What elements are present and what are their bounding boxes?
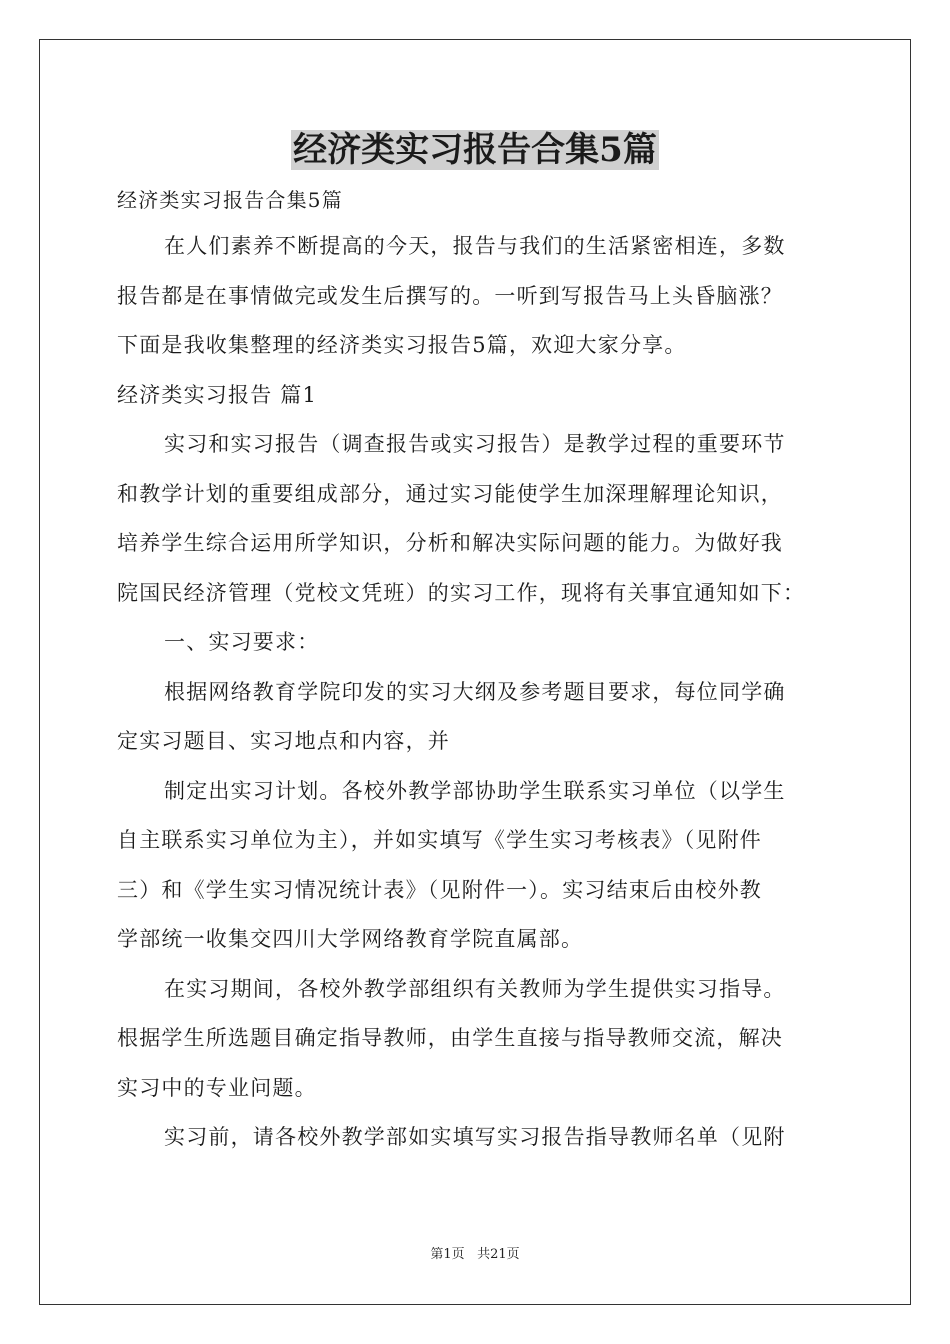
body-line-1: 在人们素养不断提高的今天，报告与我们的生活紧密相连，多数 — [164, 234, 786, 258]
body-line-9: 一、实习要求： — [164, 630, 320, 654]
page-number: 第1页 — [430, 1247, 465, 1262]
body-line-2: 报告都是在事情做完或发生后撰写的。一听到写报告马上头昏脑涨？ — [117, 283, 783, 308]
document-body — [117, 178, 837, 1163]
document-subtitle: 经济类实习报告合集5篇 — [117, 188, 343, 212]
page-total: 共21页 — [477, 1247, 520, 1262]
body-line-15: 学部统一收集交四川大学网络教育学院直属部。 — [117, 927, 584, 951]
body-line-14: 三）和《学生实习情况统计表》（见附件一）。实习结束后由校外教 — [117, 877, 762, 902]
body-line-16: 在实习期间，各校外教学部组织有关教师为学生提供实习指导。 — [164, 976, 786, 1001]
body-line-3: 下面是我收集整理的经济类实习报告5篇，欢迎大家分享。 — [117, 333, 687, 357]
body-line-19: 实习前，请各校外教学部如实填写实习报告指导教师名单（见附 — [164, 1125, 786, 1149]
body-line-8: 院国民经济管理（党校文凭班）的实习工作，现将有关事宜通知如下： — [117, 580, 806, 605]
body-line-11: 定实习题目、实习地点和内容，并 — [117, 729, 450, 753]
body-line-10: 根据网络教育学院印发的实习大纲及参考题目要求，每位同学确 — [164, 679, 786, 704]
body-line-6: 和教学计划的重要组成部分，通过实习能使学生加深理解理论知识， — [117, 481, 783, 506]
page-footer — [0, 1243, 950, 1262]
body-line-12: 制定出实习计划。各校外教学部协助学生联系实习单位（以学生 — [164, 778, 786, 803]
body-line-5: 实习和实习报告（调查报告或实习报告）是教学过程的重要环节 — [164, 432, 786, 456]
body-line-13: 自主联系实习单位为主），并如实填写《学生实习考核表》（见附件 — [117, 828, 762, 852]
body-line-18: 实习中的专业问题。 — [117, 1075, 317, 1100]
body-line-7: 培养学生综合运用所学知识，分析和解决实际问题的能力。为做好我 — [117, 531, 783, 555]
document-title-text: 经济类实习报告合集5篇 — [293, 130, 657, 170]
body-line-17: 根据学生所选题目确定指导教师，由学生直接与指导教师交流，解决 — [117, 1026, 783, 1050]
section-heading-1: 经济类实习报告 篇1 — [117, 382, 318, 407]
document-title — [0, 122, 950, 178]
